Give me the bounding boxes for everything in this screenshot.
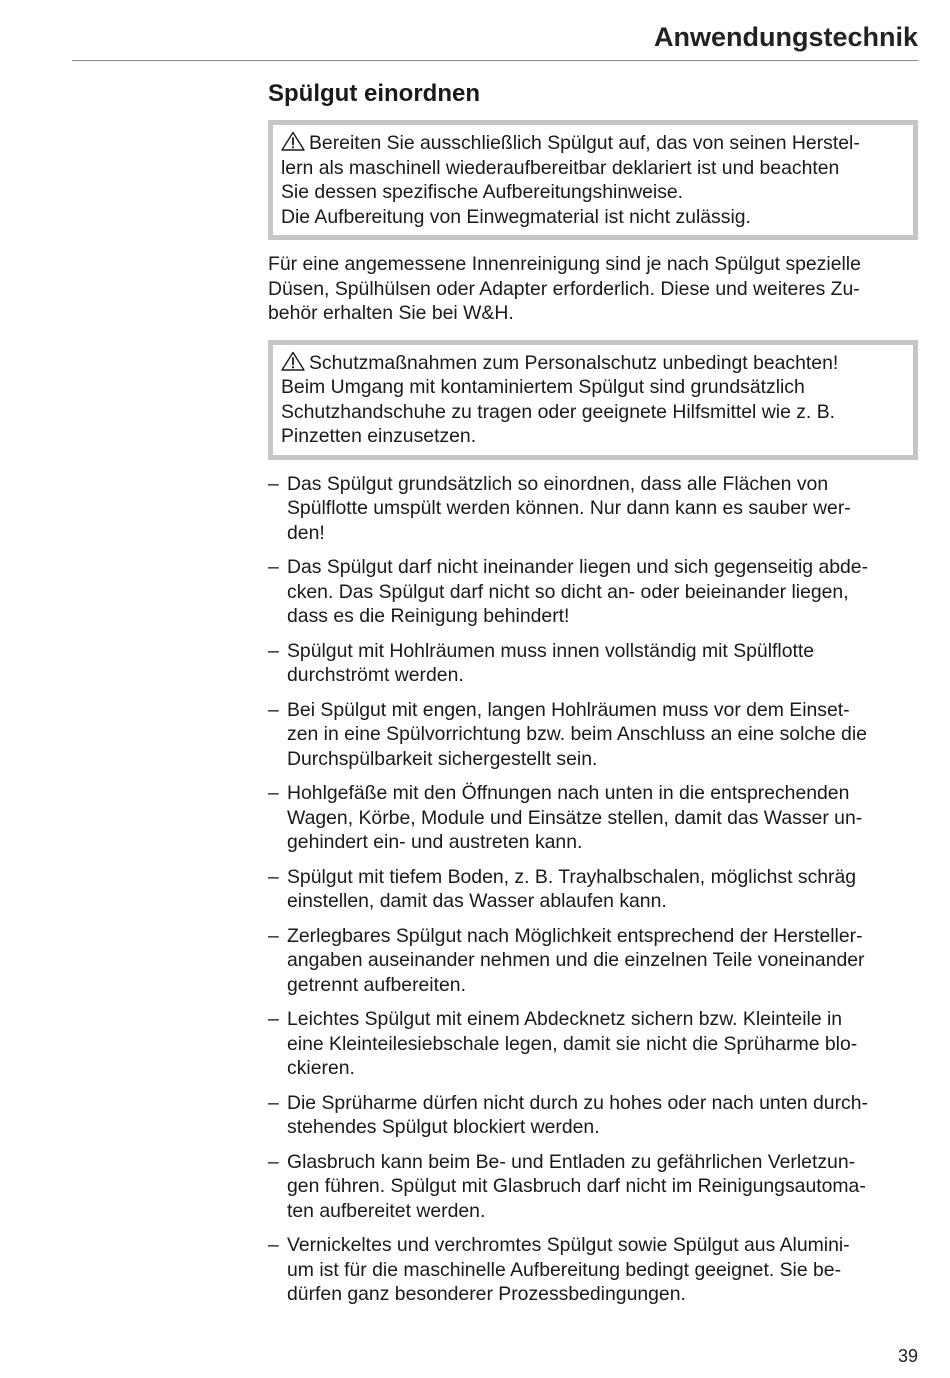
- warning-text: [281, 131, 903, 229]
- warning-line: lern als maschinell wiederaufbereitbar deklariert ist und beachten: [281, 156, 840, 179]
- bullet-dash: –: [268, 556, 279, 578]
- bullet-dash: –: [268, 472, 279, 495]
- section-title: Spülgut einordnen: [268, 80, 480, 107]
- list-item-line: ckieren.: [287, 1057, 355, 1079]
- warning-line: Beim Umgang mit kontaminiertem Spülgut sind grundsätzlich: [281, 376, 805, 398]
- bullet-dash: –: [268, 1150, 279, 1173]
- page-number: 39: [897, 1346, 918, 1366]
- list-item-line: dürfen ganz besonderer Prozessbedingungen.: [287, 1283, 686, 1305]
- bullet-dash: –: [268, 698, 279, 721]
- list-item: [268, 1150, 918, 1224]
- warning-triangle-icon: [281, 351, 305, 371]
- list-item-line: Hohlgefäße mit den Öffnungen nach unten in die entsprechenden: [287, 782, 850, 804]
- bullet-dash: –: [268, 865, 279, 888]
- list-item-line: gen führen. Spülgut mit Glasbruch darf nicht im Reinigungsautoma-: [287, 1175, 866, 1197]
- list-item-line: angaben auseinander nehmen und die einzelnen Teile voneinander: [287, 949, 865, 971]
- intro-paragraph: [268, 252, 918, 326]
- warning-box-reprocessing: [268, 120, 918, 240]
- list-item: [268, 865, 918, 914]
- list-item-line: durchströmt werden.: [287, 664, 464, 686]
- list-item: [268, 639, 918, 688]
- list-item-line: ten aufbereitet werden.: [287, 1199, 486, 1222]
- list-item: [268, 698, 918, 772]
- bullet-dash: –: [268, 1008, 279, 1030]
- list-item-line: eine Kleinteilesiebschale legen, damit sie nicht die Sprüharme blo-: [287, 1032, 858, 1055]
- list-item-line: den!: [287, 521, 325, 544]
- intro-line: Für eine angemessene Innenreinigung sind je nach Spülgut spezielle: [268, 253, 861, 275]
- main-content: [268, 78, 918, 1317]
- list-item-line: um ist für die maschinelle Aufbereitung bedingt geeignet. Sie be-: [287, 1258, 842, 1281]
- list-item: [268, 924, 918, 998]
- list-item: [268, 555, 918, 629]
- list-item-line: Leichtes Spülgut mit einem Abdecknetz sichern bzw. Kleinteile in: [287, 1008, 843, 1030]
- instruction-list: [268, 472, 918, 1307]
- list-item-line: Das Spülgut grundsätzlich so einordnen, dass alle Flächen von: [287, 472, 829, 495]
- bullet-dash: –: [268, 782, 279, 804]
- warning-text: [281, 351, 903, 449]
- bullet-dash: –: [268, 1234, 279, 1256]
- list-item-line: Die Sprüharme dürfen nicht durch zu hohes oder nach unten durch-: [287, 1091, 868, 1114]
- bullet-dash: –: [268, 1091, 279, 1114]
- list-item: [268, 1233, 918, 1307]
- page-header-title: Anwendungstechnik: [653, 22, 918, 52]
- list-item: [268, 472, 918, 546]
- list-item-line: gehindert ein- und austreten kann.: [287, 831, 583, 853]
- list-item-line: Bei Spülgut mit engen, langen Hohlräumen muss vor dem Einset-: [287, 698, 850, 721]
- list-item-line: Spülgut mit Hohlräumen muss innen vollständig mit Spülflotte: [287, 639, 815, 662]
- warning-line: Sie dessen spezifische Aufbereitungshinweise.: [281, 181, 684, 203]
- list-item-line: einstellen, damit das Wasser ablaufen kann.: [287, 890, 667, 912]
- intro-line: Düsen, Spülhülsen oder Adapter erforderlich. Diese und weiteres Zu-: [268, 277, 860, 300]
- warning-line: Schutzhandschuhe zu tragen oder geeignete Hilfsmittel wie z. B.: [281, 400, 836, 423]
- list-item-line: Wagen, Körbe, Module und Einsätze stellen, damit das Wasser un-: [287, 806, 863, 829]
- list-item: [268, 781, 918, 855]
- list-item-line: getrennt aufbereiten.: [287, 973, 466, 996]
- intro-line: behör erhalten Sie bei W&H.: [268, 302, 514, 324]
- list-item: [268, 1091, 918, 1140]
- warning-line: Pinzetten einzusetzen.: [281, 425, 477, 447]
- list-item-line: Durchspülbarkeit sichergestellt sein.: [287, 747, 598, 770]
- warning-triangle-icon: [281, 131, 305, 151]
- list-item-line: cken. Das Spülgut darf nicht so dicht an- oder beieinander liegen,: [287, 580, 849, 603]
- bullet-dash: –: [268, 639, 279, 662]
- warning-box-personal-protection: [268, 340, 918, 460]
- warning-line: Die Aufbereitung von Einwegmaterial ist nicht zulässig.: [281, 205, 751, 228]
- warning-line: Schutzmaßnahmen zum Personalschutz unbedingt beachten!: [309, 351, 839, 374]
- list-item-line: Glasbruch kann beim Be- und Entladen zu gefährlichen Verletzun-: [287, 1150, 856, 1173]
- list-item-line: Spülflotte umspült werden können. Nur dann kann es sauber wer-: [287, 497, 851, 519]
- header-divider: [72, 60, 918, 61]
- list-item-line: Spülgut mit tiefem Boden, z. B. Trayhalbschalen, möglichst schräg: [287, 865, 857, 888]
- list-item-line: stehendes Spülgut blockiert werden.: [287, 1116, 600, 1138]
- list-item-line: Zerlegbares Spülgut nach Möglichkeit entsprechend der Hersteller-: [287, 924, 863, 947]
- bullet-dash: –: [268, 924, 279, 947]
- list-item-line: Das Spülgut darf nicht ineinander liegen und sich gegenseitig abde-: [287, 556, 869, 578]
- list-item-line: zen in eine Spülvorrichtung bzw. beim Anschluss an eine solche die: [287, 723, 867, 745]
- warning-line: Bereiten Sie ausschließlich Spülgut auf, das von seinen Herstel-: [309, 132, 860, 154]
- list-item-line: dass es die Reinigung behindert!: [287, 605, 570, 627]
- list-item: [268, 1007, 918, 1081]
- list-item-line: Vernickeltes und verchromtes Spülgut sowie Spülgut aus Alumini-: [287, 1234, 850, 1256]
